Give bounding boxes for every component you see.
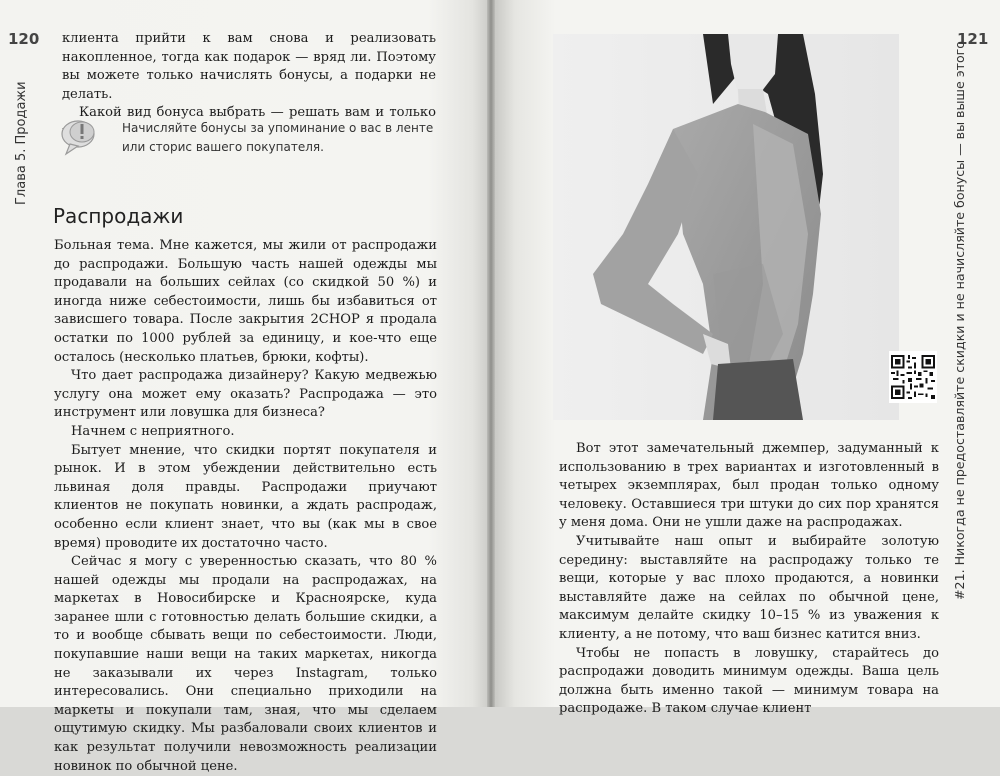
main-text-right xyxy=(559,440,939,719)
main-text-left xyxy=(54,237,437,776)
jumper-photo xyxy=(553,34,899,420)
page-number-right: 121 xyxy=(957,30,989,48)
paragraph: Чтобы не попасть в ловушку, старайтесь до распродажи доводить минимум одежды. Ваша цель должна быть именно такой — минимум товара на распродаже. В таком случае клиент xyxy=(559,645,939,717)
callout-text: Начисляйте бонусы за упоминание о вас в ленте или сторис вашего покупателя. xyxy=(122,121,434,154)
qr-code-icon[interactable] xyxy=(889,351,937,403)
paragraph: Больная тема. Мне кажется, мы жили от распродажи до распродажи. Большую часть нашей одежды мы продавали на больших сейлах (со скидкой 50 %) и иногда ниже себестоимости, лишь бы избавиться от зависшего товара. После закрытия 2CHOP я продала остатки по 1000 рублей за единицу, и кое-что еще осталось (несколько платьев, брюки, кофты). xyxy=(54,238,437,365)
tip-callout xyxy=(58,117,440,163)
left-page xyxy=(0,0,487,774)
exclamation-speech-bubble-icon xyxy=(58,117,102,157)
paragraph: Что дает распродажа дизайнеру? Какую медвежью услугу она может ему оказать? Распродажа — это инструмент или ловушка для бизнеса? xyxy=(54,368,437,421)
paragraph: Вот этот замечательный джемпер, задуманный к использованию в трех вариантах и изготовленный в четырех экземплярах, был продан только одному человеку. Оставшиеся три штуки до сих пор хранятся у меня дома. Они не ушли даже на распродажах. xyxy=(559,441,939,531)
intro-paragraph: клиента прийти к вам снова и реализовать накопленное, тогда как подарок — вряд ли. Поэтому вы можете только начислять бонусы, а подарки не делать. xyxy=(62,31,436,102)
running-head-right: #21. Никогда не предоставляйте скидки и не начисляйте бонусы — вы выше этого xyxy=(952,41,967,600)
paragraph: Сейчас я могу с уверенностью сказать, что 80 % нашей одежды мы продали на распродажах, на маркетах в Новосибирске и Красноярске, куда заранее шли с готовностью делать большие скидки, а то и вообще сбывать вещи по себестоимости. Люди, покупавшие наши вещи на таких маркетах, никогда не заказывали их через Instagram, только интересовались. Они специально приходили на маркеты и покупали там, зная, что мы сделаем ощутимую скидку. Мы разбаловали своих клиентов и как результат получили невозможность реализации новинок по обычной цене. xyxy=(54,554,437,774)
intro-paragraph: Какой вид бонуса выбрать — решать вам и только xyxy=(79,105,436,121)
section-title: Распродажи xyxy=(53,204,184,228)
right-page xyxy=(495,0,1000,717)
paragraph: Бытует мнение, что скидки портят покупателя и рынок. И в этом убеждении действительно есть львиная доля правды. Распродажи приучают клиентов не покупать новинки, а ждать распродаж, особенно если клиент знает, что вы (как мы в свое время) проводите их достаточно часто. xyxy=(54,442,437,551)
paragraph: Учитывайте наш опыт и выбирайте золотую середину: выставляйте на распродажу только те вещи, которые у вас плохо продаются, а новинки выставляйте даже на сейлах по обычной цене, максимум делайте скидку 10–15 % из уважения к клиенту, а не потому, что ваш бизнес катится вниз. xyxy=(559,533,939,642)
page-number-left: 120 xyxy=(8,30,40,48)
paragraph: Начнем с неприятного. xyxy=(71,423,235,439)
running-head-left: Глава 5. Продажи xyxy=(14,81,29,205)
book-gutter xyxy=(487,0,495,707)
